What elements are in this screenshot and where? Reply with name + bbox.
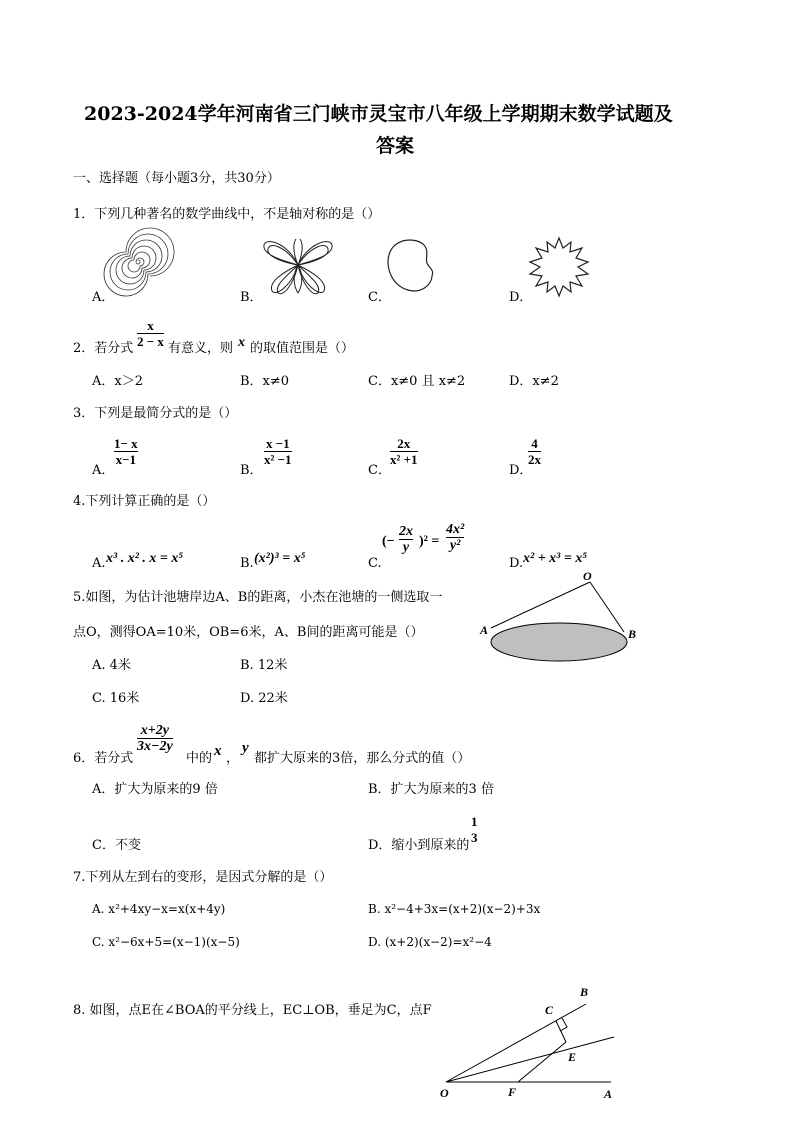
q6-option-d: D．缩小到原来的 bbox=[368, 838, 470, 853]
q2-frac-num: x bbox=[147, 318, 154, 333]
q1-option-a-label: A． bbox=[92, 290, 115, 305]
q3-frac-d-den: 2x bbox=[528, 452, 541, 467]
q3-label-b: B． bbox=[240, 463, 263, 478]
figure-label-a: A bbox=[480, 623, 489, 637]
spiral-figure bbox=[108, 232, 168, 292]
q6-comma: ， bbox=[226, 751, 240, 766]
q1-option-d-label: D． bbox=[509, 290, 533, 305]
pond-figure bbox=[478, 568, 648, 678]
q3-frac-c-num: 2x bbox=[397, 436, 411, 451]
q6-option-c: C．不变 bbox=[92, 838, 141, 853]
q6-d-frac-den: 3 bbox=[471, 830, 478, 845]
pond-shape bbox=[491, 623, 627, 661]
fig8-label-a: A bbox=[604, 1087, 613, 1101]
q4-label-b: B. bbox=[240, 556, 254, 571]
q7-stem: 7.下列从左到右的变形，是因式分解的是（） bbox=[73, 870, 333, 885]
q4-expr-d: x² + x³ = x⁵ bbox=[523, 551, 588, 566]
q3-frac-a-den: x−1 bbox=[115, 452, 137, 467]
q3-frac-b-den: x² −1 bbox=[264, 452, 292, 467]
q4-expr-a: x³ . x² . x = x⁵ bbox=[106, 551, 184, 566]
q3-frac-b-num: x −1 bbox=[265, 436, 290, 451]
q3-frac-d bbox=[528, 436, 541, 467]
angle-bisector-figure bbox=[436, 982, 626, 1102]
q6-option-a: A．扩大为原来的9 倍 bbox=[92, 782, 218, 797]
q4-label-d: D. bbox=[509, 556, 524, 571]
fig8-label-f: F bbox=[508, 1085, 517, 1099]
q5-option-d: D. 22米 bbox=[240, 691, 288, 706]
q4-c-frac1 bbox=[399, 524, 413, 555]
q3-frac-c-den: x² +1 bbox=[390, 452, 418, 467]
figure-label-b: B bbox=[628, 627, 637, 641]
q2-option-a: A．x＞2 bbox=[92, 374, 143, 389]
doc-title-line1: 2023-2024学年河南省三门峡市灵宝市八年级上学期期末数学试题及 bbox=[84, 103, 673, 125]
q8-stem: 8. 如图，点E在∠BOA的平分线上，EC⊥OB，垂足为C，点F bbox=[73, 1003, 432, 1018]
q4-stem: 4.下列计算正确的是（） bbox=[73, 494, 216, 509]
q6-var1: x bbox=[214, 743, 222, 759]
q3-label-c: C． bbox=[368, 463, 391, 478]
fig8-label-c: C bbox=[545, 1003, 554, 1017]
q6-fraction bbox=[137, 723, 173, 754]
q2-option-d: D．x≠2 bbox=[509, 374, 559, 389]
section-heading: 一、选择题（每小题3分，共30分） bbox=[73, 171, 280, 186]
q7-option-c: C. x²−6x+5=(x−1)(x−5) bbox=[92, 935, 240, 949]
q2-option-c: C．x≠0 且 x≠2 bbox=[368, 374, 466, 389]
q4-c-frac1-den: y bbox=[402, 540, 410, 555]
q6-frac-num: x+2y bbox=[140, 723, 169, 738]
q2-suffix: 的取值范围是（） bbox=[250, 341, 355, 356]
koch-snowflake-figure bbox=[526, 236, 592, 298]
segment-ob bbox=[590, 582, 624, 632]
segment-oa bbox=[491, 582, 590, 628]
q1-stem: 1．下列几种著名的数学曲线中，不是轴对称的是（） bbox=[73, 207, 381, 222]
segment-ef bbox=[518, 1042, 566, 1082]
q7-option-b: B. x²−4+3x=(x+2)(x−2)+3x bbox=[368, 902, 541, 916]
q4-label-a: A. bbox=[92, 556, 106, 571]
q2-prefix: 2．若分式 bbox=[73, 341, 134, 356]
q7-option-d: D. (x+2)(x−2)=x²−4 bbox=[368, 935, 492, 949]
q5-option-b: B. 12米 bbox=[240, 658, 288, 673]
q4-label-c: C. bbox=[368, 556, 382, 571]
q7-option-a: A. x²+4xy−x=x(x+4y) bbox=[92, 902, 226, 916]
segment-ec bbox=[556, 1021, 566, 1042]
q2-var: x bbox=[238, 335, 245, 350]
q5-option-c: C. 16米 bbox=[92, 691, 140, 706]
bisector-oe bbox=[446, 1037, 614, 1082]
q2-mid: 有意义，则 bbox=[168, 341, 234, 356]
q4-c-paren-right: )² = bbox=[419, 534, 440, 549]
q5-line1: 5.如图，为估计池塘岸边A、B的距离，小杰在池塘的一侧选取一 bbox=[73, 590, 443, 605]
q5-line2: 点O，测得OA=10米，OB=6米，A、B间的距离可能是（） bbox=[73, 625, 424, 640]
q4-c-frac2 bbox=[446, 522, 464, 553]
q3-label-d: D． bbox=[509, 463, 533, 478]
q3-label-a: A． bbox=[92, 463, 115, 478]
q3-frac-a-num: 1− x bbox=[114, 436, 138, 451]
q3-stem: 3．下列是最简分式的是（） bbox=[73, 406, 238, 421]
fig8-label-b: B bbox=[580, 985, 589, 999]
butterfly-curve-figure bbox=[258, 235, 338, 297]
q6-d-frac-num: 1 bbox=[471, 814, 478, 829]
q4-expr-b: (x²)³ = x⁵ bbox=[254, 551, 306, 566]
q2-option-b: B．x≠0 bbox=[240, 374, 290, 389]
q3-frac-c bbox=[390, 436, 418, 467]
q4-c-frac2-num: 4x² bbox=[446, 522, 465, 537]
right-angle-mark bbox=[560, 1018, 567, 1031]
q1-option-c-label: C． bbox=[368, 290, 391, 305]
q1-option-b-label: B． bbox=[240, 290, 263, 305]
q5-option-a: A. 4米 bbox=[92, 658, 131, 673]
q2-frac-den: 2 − x bbox=[137, 334, 164, 349]
q4-c-paren-left: (− bbox=[382, 534, 395, 549]
q6-mid: 中的 bbox=[186, 751, 213, 766]
cardioid-figure bbox=[384, 236, 440, 294]
fig8-label-e: E bbox=[568, 1050, 577, 1064]
fig8-label-o: O bbox=[440, 1086, 449, 1100]
q3-frac-d-num: 4 bbox=[531, 436, 538, 451]
q3-frac-b bbox=[264, 436, 292, 467]
q6-frac-den: 3x−2y bbox=[137, 739, 173, 754]
q6-d-fraction bbox=[471, 814, 478, 845]
q4-c-frac2-den: y² bbox=[449, 538, 461, 553]
q2-fraction bbox=[137, 318, 164, 349]
q6-var2: y bbox=[242, 740, 249, 756]
q6-suffix: 都扩大原来的3倍，那么分式的值（） bbox=[254, 751, 471, 766]
doc-title-line2: 答案 bbox=[376, 135, 415, 157]
figure-label-o: O bbox=[583, 569, 592, 583]
q6-prefix: 6．若分式 bbox=[73, 751, 134, 766]
q3-frac-a bbox=[114, 436, 138, 467]
q6-option-b: B．扩大为原来的3 倍 bbox=[368, 782, 494, 797]
q4-c-frac1-num: 2x bbox=[399, 524, 413, 539]
